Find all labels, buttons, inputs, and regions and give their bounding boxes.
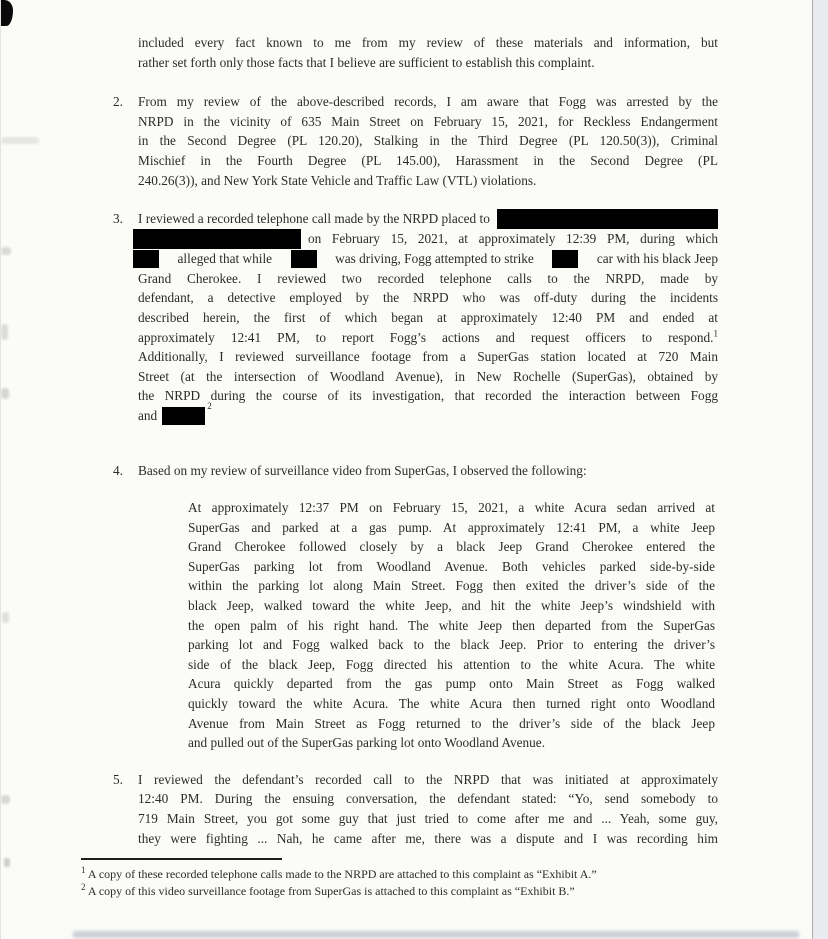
scan-artifact (1, 324, 8, 340)
text-line: Street (at the intersection of Woodland Avenue), in New Rochelle (SuperGas), obtained by (138, 368, 718, 384)
text-line: Additionally, I reviewed surveillance footage from a SuperGas station located at 720 Main (138, 349, 718, 365)
text-line: included every fact known to me from my review of these materials and information, but (138, 35, 718, 50)
redaction-box (497, 209, 718, 229)
block-quote (188, 498, 715, 753)
footnote-text: A copy of this video surveillance footage from SuperGas is attached to this complaint as “Exhibit B.” (87, 884, 575, 898)
footnote-marker: 2 (81, 882, 86, 892)
paragraph-2 (113, 92, 719, 190)
paragraph-number: 2. (113, 94, 123, 110)
footnotes-section (81, 858, 729, 900)
text-segment: car with his black Jeep (596, 251, 718, 267)
footnote-ref: 1 (713, 328, 718, 339)
redaction-box (133, 229, 301, 249)
text-line: the NRPD during the course of its investigation, that recorded the interaction between Fogg (138, 388, 718, 404)
text-line (138, 328, 718, 348)
text-line: within the parking lot along Main Street. Fogg then exited the driver’s side of the (188, 578, 715, 594)
redaction-box (552, 250, 578, 268)
redaction-box (133, 250, 159, 268)
paragraph-4 (113, 461, 719, 481)
text-line: and 2 (138, 406, 718, 426)
text-line: 240.26(3)), and New York State Vehicle and Traffic Law (VTL) violations. (138, 172, 537, 188)
text-line: SuperGas and parked at a gas pump. At approximately 12:41 PM, a white Jeep (188, 519, 715, 535)
text-line: NRPD in the vicinity of 635 Main Street on February 15, 2021, for Reckless Endangerment (138, 113, 718, 129)
text-line: 12:40 PM. During the ensuing conversation, the defendant stated: “Yo, send somebody to (138, 791, 718, 807)
text-line: Mischief in the Fourth Degree (PL 145.00), Harassment in the Second Degree (PL (138, 152, 718, 168)
text-line: Grand Cherokee. I reviewed two recorded telephone calls to the NRPD, made by (138, 270, 718, 286)
footnote-marker: 1 (81, 865, 86, 875)
text-line: Acura quickly departed from the gas pump onto Main Street as Fogg walked (188, 676, 715, 692)
text-line: the open palm of his right hand. The white Jeep then departed from the SuperGas (188, 617, 715, 633)
text-line (133, 249, 718, 269)
scan-artifact (4, 858, 10, 867)
scan-artifact (73, 931, 799, 938)
text-segment: was driving, Fogg attempted to strike (335, 251, 534, 267)
text-line: defendant, a detective employed by the NRPD who was off-duty during the incidents (138, 290, 718, 306)
text-segment: I reviewed a recorded telephone call made by the NRPD placed to (138, 211, 490, 227)
text-segment: approximately 12:41 PM, to report Fogg’s actions and request officers to respond. (138, 329, 714, 345)
paragraph-3 (113, 209, 719, 425)
text-line (138, 209, 718, 229)
intro-paragraph (138, 33, 718, 72)
paragraph-number: 3. (113, 211, 123, 227)
text-line: parking lot and Fogg walked back to the black Jeep. Prior to entering the driver’s (188, 637, 715, 653)
text-line: SuperGas parking lot from Woodland Avenue. Both vehicles parked side-by-side (188, 558, 715, 574)
text-line: From my review of the above-described records, I am aware that Fogg was arrested by the (138, 94, 718, 110)
scan-artifact (1, 795, 10, 804)
scan-artifact (1, 0, 13, 26)
scan-artifact (1, 137, 39, 144)
text-line: in the Second Degree (PL 120.20), Stalking in the Third Degree (PL 120.50(3)), Criminal (138, 133, 718, 149)
text-line (138, 229, 718, 249)
footnote-2 (81, 883, 729, 900)
text-line: I reviewed the defendant’s recorded call to the NRPD that was initiated at approximately (138, 771, 718, 787)
redaction-box (162, 407, 205, 425)
scan-artifact (1, 388, 9, 399)
scan-artifact (2, 612, 9, 623)
scan-artifact (1, 247, 11, 255)
redaction-box (291, 250, 317, 268)
text-line: At approximately 12:37 PM on February 15, 2021, a white Acura sedan arrived at (188, 500, 715, 516)
text-line: Grand Cherokee followed closely by a black Jeep Grand Cherokee entered the (188, 539, 715, 555)
footnote-divider (81, 858, 282, 860)
text-line: Based on my review of surveillance video from SuperGas, I observed the following: (138, 462, 587, 478)
text-line: described herein, the first of which began at approximately 12:40 PM and ended at (138, 309, 718, 325)
text-line: black Jeep, walked toward the white Jeep, and hit the white Jeep’s windshield with (188, 598, 715, 614)
text-line: side of the black Jeep, Fogg directed his attention to the white Acura. The white (188, 656, 715, 672)
paragraph-5 (113, 770, 719, 848)
text-segment: alleged that while (177, 251, 273, 267)
text-segment: on February 15, 2021, at approximately 12:39 PM, during which (308, 231, 718, 247)
text-segment: and (138, 407, 158, 423)
document-body (113, 33, 719, 848)
text-line: 719 Main Street, you got some guy that just tried to come after me and ... Yeah, some guy, (138, 811, 718, 826)
paragraph-number: 4. (113, 462, 123, 478)
footnote-1 (81, 866, 729, 883)
footnote-text: A copy of these recorded telephone calls made to the NRPD are attached to this complaint as “Exhibit A.” (87, 867, 597, 881)
text-line: quickly toward the white Acura. The white Acura then turned right onto Woodland (188, 696, 715, 712)
text-line: and pulled out of the SuperGas parking lot onto Woodland Avenue. (188, 735, 546, 751)
text-line: Avenue from Main Street as Fogg returned to the driver’s side of the black Jeep (188, 715, 715, 731)
text-line: they were fighting ... Nah, he came after me, there was a dispute and I was recording him (138, 830, 718, 846)
paragraph-number: 5. (113, 771, 123, 787)
text-line: rather set forth only those facts that I believe are sufficient to establish this complaint. (138, 54, 595, 70)
